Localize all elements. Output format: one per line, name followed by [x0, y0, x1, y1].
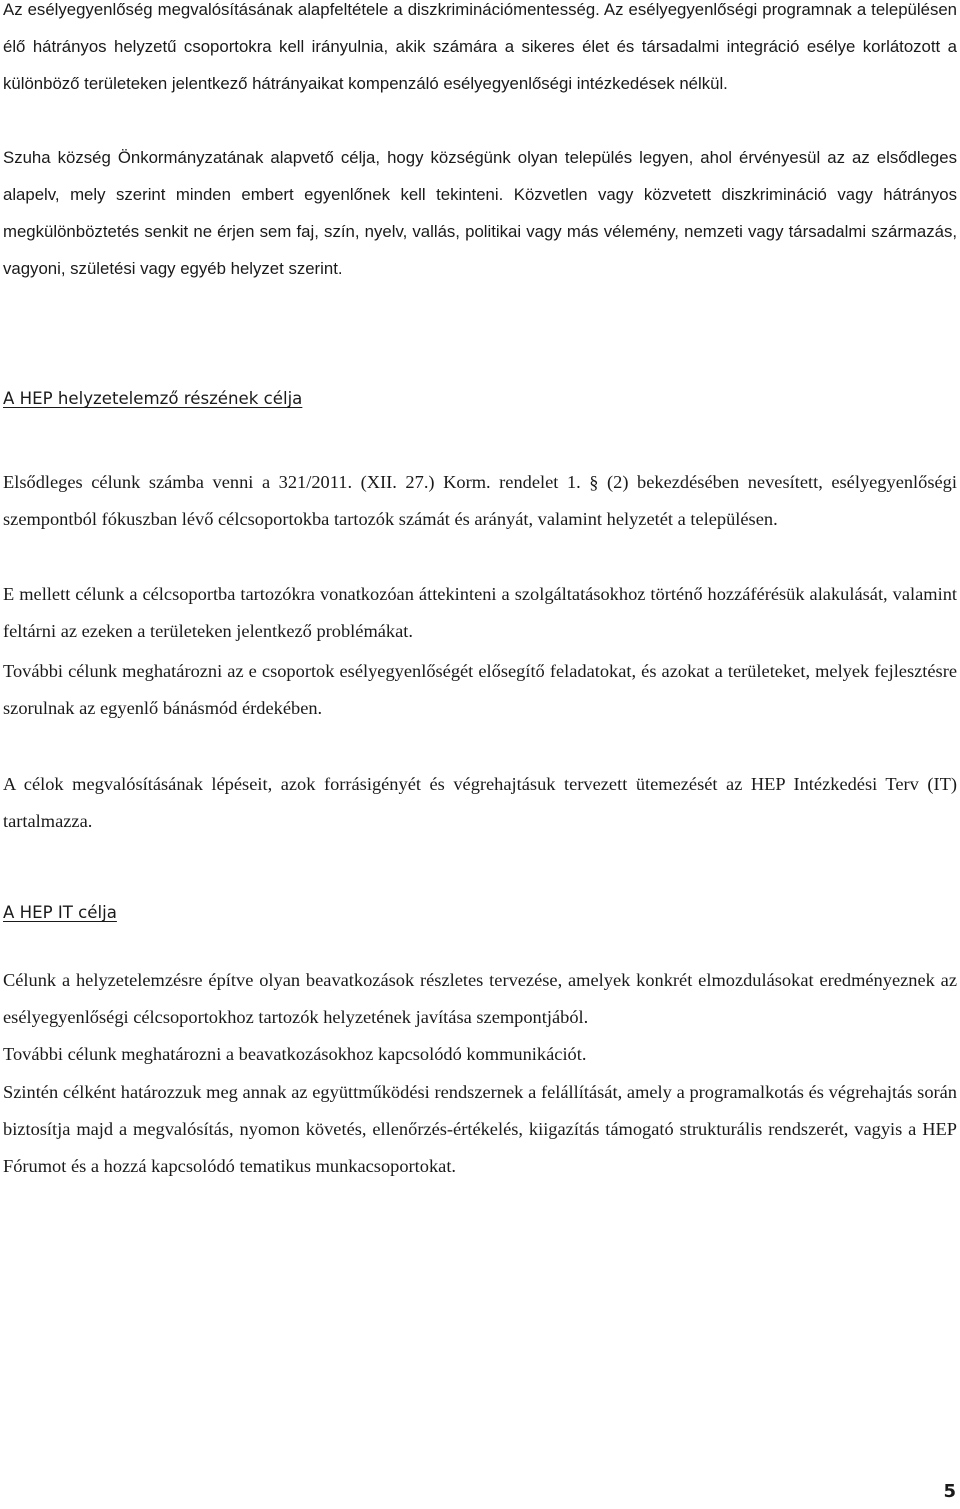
section-heading-helyzetelemzo: [3, 387, 957, 411]
section-2-paragraph-1: [3, 962, 957, 1036]
page-number: 5: [943, 1481, 956, 1502]
section-1-paragraph-1: [3, 464, 957, 538]
section-1-paragraph-1-text: Elsődleges célunk számba venni a 321/2011. (XII. 27.) Korm. rendelet 1. § (2) bekezdésében nevesített, esélyegyenlőségi szempontból fókuszban lévő célcsoportokba tartozók számát és arányát, valamint helyzetét a településen.: [3, 472, 957, 529]
section-1-paragraph-2: [3, 576, 957, 650]
intro-paragraph-2-text: Szuha község Önkormányzatának alapvető célja, hogy községünk olyan település legyen, ahol érvényesül az az elsődleges alapelv, mely szerint minden embert egyenlőnek kell tekinteni. Közvetlen vagy közvetett diszkrimináció vagy hátrányos megkülönböztetés senkit ne érjen sem faj, szín, nyelv, vallás, politikai vagy más vélemény, nemzeti vagy társadalmi származás, vagyoni, születési vagy egyéb helyzet szerint.: [3, 148, 957, 278]
intro-paragraph-2: [3, 139, 957, 287]
intro-paragraph-1-text: Az esélyegyenlőség megvalósításának alapfeltétele a diszkriminációmentesség. Az esélyegyenlőségi programnak a településen élő hátrányos helyzetű csoportokra kell irányulnia, akik számára a sikeres élet és társadalmi integráció esélye korlátozott a különböző területeken jelentkező hátrányaikat kompenzáló esélyegyenlőségi intézkedések nélkül.: [3, 0, 957, 93]
section-2-paragraph-2: [3, 1036, 957, 1073]
section-1-paragraph-4: [3, 766, 957, 840]
section-heading-helyzetelemzo-text: A HEP helyzetelemző részének célja: [3, 389, 303, 408]
section-1-paragraph-2-text: E mellett célunk a célcsoportba tartozókra vonatkozóan áttekinteni a szolgáltatásokhoz történő hozzáférésük alakulását, valamint feltárni az ezeken a területeken jelentkező problémákat.: [3, 584, 957, 641]
section-1-paragraph-3-text: További célunk meghatározni az e csoportok esélyegyenlőségét elősegítő feladatokat, és azokat a területeket, melyek fejlesztésre szorulnak az egyenlő bánásmód érdekében.: [3, 661, 957, 718]
section-heading-it: [3, 901, 957, 925]
section-1-paragraph-3: [3, 653, 957, 727]
section-heading-it-text: A HEP IT célja: [3, 903, 117, 922]
section-2-paragraph-1-text: Célunk a helyzetelemzésre építve olyan beavatkozások részletes tervezése, amelyek konkrét elmozdulásokat eredményeznek az esélyegyenlőségi célcsoportokhoz tartozók helyzetének javítása szempontjából.: [3, 970, 957, 1027]
section-2-paragraph-3: [3, 1074, 957, 1185]
intro-paragraph-1: [3, 0, 957, 102]
section-2-paragraph-3-text: Szintén célként határozzuk meg annak az együttműködési rendszernek a felállítását, amely a programalkotás és végrehajtás során biztosítja majd a megvalósítás, nyomon követés, ellenőrzés-értékelés, kiigazítás támogató strukturális rendszerét, vagyis a HEP Fórumot és a hozzá kapcsolódó tematikus munkacsoportokat.: [3, 1082, 957, 1176]
section-2-paragraph-2-text: További célunk meghatározni a beavatkozásokhoz kapcsolódó kommunikációt.: [3, 1044, 587, 1064]
section-1-paragraph-4-text: A célok megvalósításának lépéseit, azok forrásigényét és végrehajtásuk tervezett ütemezését az HEP Intézkedési Terv (IT) tartalmazza.: [3, 774, 957, 831]
